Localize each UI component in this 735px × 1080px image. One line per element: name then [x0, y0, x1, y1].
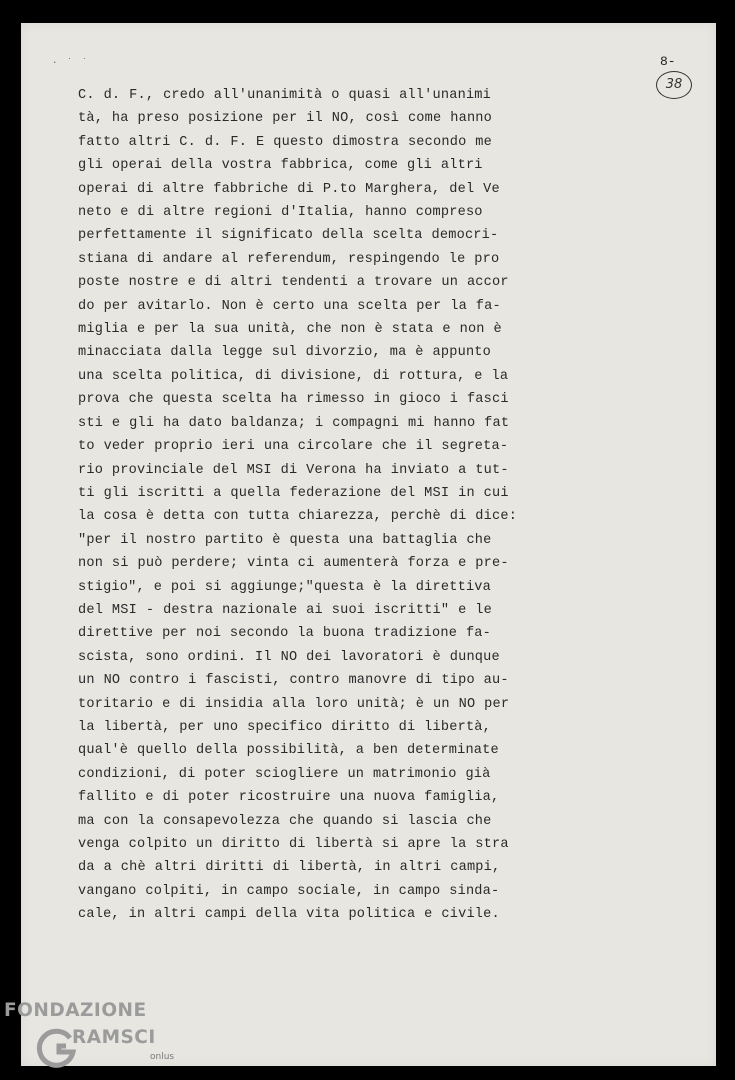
text-line: cale, in altri campi della vita politica e civile. [78, 907, 500, 923]
text-line: la libertà, per uno specifico diritto di libertà, [78, 719, 492, 735]
text-line: poste nostre e di altri tendenti a trovare un accor [78, 275, 509, 291]
text-line: to veder proprio ieri una circolare che il segreta- [78, 439, 509, 455]
typed-text-body [78, 84, 518, 927]
text-line: del MSI - destra nazionale ai suoi iscritti" e le [78, 602, 493, 618]
text-line: ma con la consapevolezza che quando si lascia che [78, 813, 492, 829]
text-line: sti e gli ha dato baldanza; i compagni mi hanno fat [78, 415, 510, 431]
text-line: scista, sono ordini. Il NO dei lavoratori è dunque [78, 649, 500, 665]
watermark-onlus: onlus [150, 1052, 175, 1062]
text-line: direttive per noi secondo la buona tradizione fa- [78, 626, 492, 642]
watermark-word-gramsci: RAMSCI [72, 1027, 156, 1048]
text-line: rio provinciale del MSI di Verona ha inviato a tut- [78, 462, 509, 478]
text-line: operai di altre fabbriche di P.to Marghera, del Ve [78, 181, 500, 197]
text-line: prova che questa scelta ha rimesso in gioco i fasci [78, 392, 509, 408]
text-line: perfettamente il significato della scelta democri- [78, 228, 499, 244]
text-line: tà, ha preso posizione per il NO, così come hanno [78, 111, 493, 127]
text-line: un NO contro i fascisti, contro manovre di tipo au- [78, 673, 509, 689]
text-line: non si può perdere; vinta ci aumenterà forza e pre- [78, 556, 509, 572]
text-line: condizioni, di poter sciogliere un matrimonio già [78, 766, 491, 782]
text-line: gli operai della vostra fabbrica, come gli altri [78, 158, 483, 174]
text-line: neto e di altre regioni d'Italia, hanno compreso [78, 205, 483, 221]
text-line: C. d. F., credo all'unanimità o quasi all'unanimi [78, 88, 492, 103]
text-line: miglia e per la sua unità, che non è stata e non è [78, 322, 502, 338]
text-line: stiana di andare al referendum, respingendo le pro [78, 251, 500, 267]
watermark-word-fondazione: FONDAZIONE [4, 1000, 147, 1021]
text-line: toritario e di insidia alla loro unità; è un NO per [78, 696, 510, 712]
text-line: da a chè altri diritti di libertà, in altri campi, [78, 860, 501, 876]
text-line: una scelta politica, di divisione, di rottura, e la [78, 368, 509, 384]
fondazione-gramsci-watermark [4, 1000, 184, 1076]
text-line: ti gli iscritti a quella federazione del MSI in cui [78, 485, 509, 501]
text-line: minacciata dalla legge sul divorzio, ma è appunto [78, 345, 492, 361]
text-line: la cosa è detta con tutta chiarezza, perchè di dice: [78, 509, 518, 525]
text-line: fatto altri C. d. F. E questo dimostra secondo me [78, 134, 493, 150]
text-line: do per avitarlo. Non è certo una scelta per la fa- [78, 298, 501, 314]
circled-page-number: 38 [656, 71, 692, 99]
text-line: qual'è quello della possibilità, a ben determinate [78, 743, 499, 759]
page-number: 8- [660, 54, 676, 69]
page-specks: · ˙ ˙ [52, 58, 90, 68]
text-line: vangano colpiti, in campo sociale, in campo sinda- [78, 883, 500, 899]
text-line: "per il nostro partito è questa una battaglia che [78, 532, 492, 548]
text-line: venga colpito un diritto di libertà si apre la stra [78, 837, 509, 852]
text-line: stigio", e poi si aggiunge;"questa è la direttiva [78, 579, 492, 595]
text-line: fallito e di poter ricostruire una nuova famiglia, [78, 790, 500, 806]
